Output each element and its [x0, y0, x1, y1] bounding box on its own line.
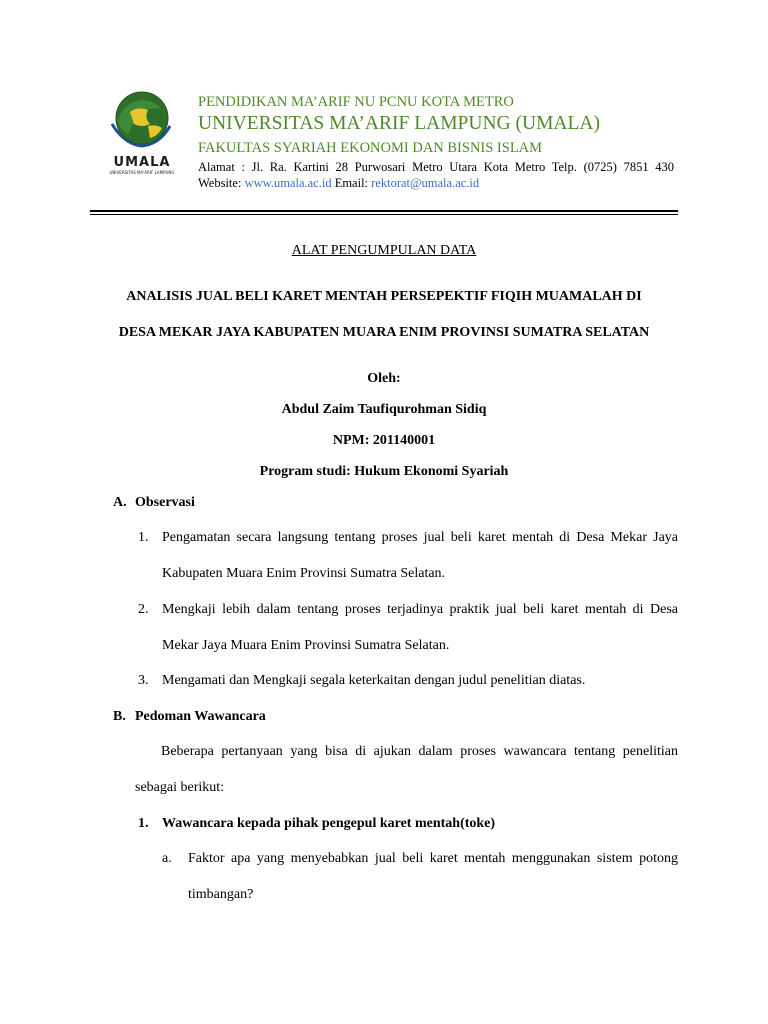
letterhead-divider-thin: [90, 214, 678, 215]
letterhead-divider-thick: [90, 210, 678, 212]
list-item: [138, 520, 678, 592]
logo-text: UMALA: [113, 155, 171, 170]
section-a-marker: A.: [113, 495, 127, 510]
section-a-title: Observasi: [135, 495, 195, 510]
letterhead-address: Alamat : Jl. Ra. Kartini 28 Purwosari Metro Utara Kota Metro Telp. (0725) 7851 430: [198, 160, 674, 174]
letterhead-contact: [198, 175, 674, 191]
list-item-number: 1.: [138, 530, 149, 545]
list-item-number: 3.: [138, 673, 149, 688]
letterhead-foundation: PENDIDIKAN MA’ARIF NU PCNU KOTA METRO: [198, 94, 514, 110]
section-b-heading: [113, 709, 266, 725]
subsection-title: Wawancara kepada pihak pengepul karet mentah(toke): [162, 816, 496, 831]
logo-subtext: UNIVERSITAS MA'ARIF LAMPUNG: [109, 170, 175, 175]
question-item: [162, 841, 678, 913]
interview-intro: Beberapa pertanyaan yang bisa di ajukan dalam proses wawancara tentang penelitian sebagai berikut:: [135, 744, 678, 795]
subsection-number: 1.: [138, 816, 149, 831]
list-item-text: Pengamatan secara langsung tentang proses jual beli karet mentah di Desa Mekar Jaya Kabupaten Muara Enim Provinsi Sumatra Selatan.: [162, 530, 678, 581]
umala-logo-icon: [104, 90, 180, 178]
student-npm: NPM: 201140001: [332, 433, 436, 448]
section-b-marker: B.: [113, 709, 126, 724]
question-marker: a.: [162, 851, 172, 866]
interview-subsection: [138, 806, 678, 842]
study-program: Program studi: Hukum Ekonomi Syariah: [259, 464, 509, 479]
letterhead-university: UNIVERSITAS MA’ARIF LAMPUNG (UMALA): [198, 113, 600, 134]
list-item-text: Mengkaji lebih dalam tentang proses terjadinya praktik jual beli karet mentah di Desa Mekar Jaya Muara Enim Provinsi Sumatra Selatan.: [162, 602, 678, 653]
section-b-title: Pedoman Wawancara: [135, 709, 266, 724]
list-item-number: 2.: [138, 602, 149, 617]
document-heading: ALAT PENGUMPULAN DATA: [291, 243, 477, 258]
letterhead: [198, 93, 674, 191]
email-label: Email:: [334, 176, 369, 190]
list-item: [138, 592, 678, 664]
author-name: Abdul Zaim Taufiqurohman Sidiq: [281, 402, 487, 417]
list-item: [138, 663, 678, 699]
document-title-line1: ANALISIS JUAL BELI KARET MENTAH PERSEPEKTIF FIQIH MUAMALAH DI: [126, 289, 642, 304]
website-link[interactable]: www.umala.ac.id: [244, 176, 332, 190]
list-item-text: Mengamati dan Mengkaji segala keterkaitan dengan judul penelitian diatas.: [162, 673, 586, 688]
question-text: Faktor apa yang menyebabkan jual beli karet mentah menggunakan sistem potong timbangan?: [188, 851, 678, 902]
document-title-line2: DESA MEKAR JAYA KABUPATEN MUARA ENIM PROVINSI SUMATRA SELATAN: [118, 325, 650, 340]
by-label: Oleh:: [367, 371, 401, 386]
section-a-heading: [113, 495, 195, 511]
letterhead-faculty: FAKULTAS SYARIAH EKONOMI DAN BISNIS ISLAM: [198, 140, 543, 156]
email-link[interactable]: rektorat@umala.ac.id: [371, 176, 480, 190]
website-label: Website:: [198, 176, 242, 190]
